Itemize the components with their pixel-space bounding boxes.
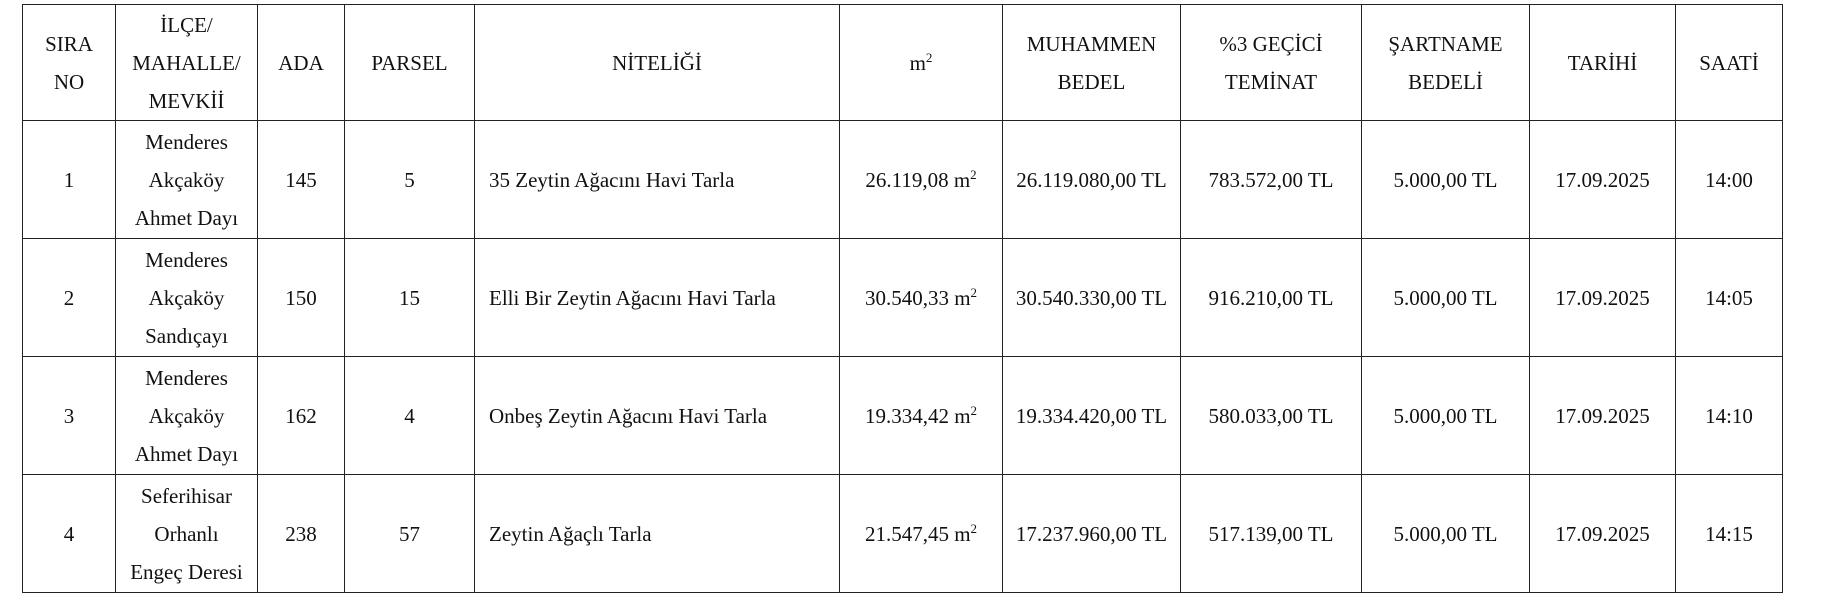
cell-sira: 3 (23, 357, 116, 475)
cell-location: Menderes Akçaköy Ahmet Dayı (116, 357, 258, 475)
header-parsel: PARSEL (345, 5, 475, 121)
cell-parsel: 4 (345, 357, 475, 475)
cell-area: 21.547,45 $m^2$ (840, 475, 1003, 593)
cell-saat: 14:05 (1676, 239, 1783, 357)
cell-saat: 14:15 (1676, 475, 1783, 593)
cell-tarih: 17.09.2025 (1530, 239, 1676, 357)
cell-muhammen: 30.540.330,00 TL (1003, 239, 1181, 357)
cell-location: Menderes Akçaköy Ahmet Dayı (116, 121, 258, 239)
cell-tarih: 17.09.2025 (1530, 121, 1676, 239)
cell-parsel: 5 (345, 121, 475, 239)
cell-parsel: 15 (345, 239, 475, 357)
cell-tarih: 17.09.2025 (1530, 357, 1676, 475)
header-niteligi: NİTELİĞİ (475, 5, 840, 121)
header-ada: ADA (258, 5, 345, 121)
cell-saat: 14:10 (1676, 357, 1783, 475)
header-sira-no: SIRA NO (23, 5, 116, 121)
cell-muhammen: 19.334.420,00 TL (1003, 357, 1181, 475)
cell-nitelik: Zeytin Ağaçlı Tarla (475, 475, 840, 593)
cell-ada: 150 (258, 239, 345, 357)
cell-area: 19.334,42 $m^2$ (840, 357, 1003, 475)
cell-location: Menderes Akçaköy Sandıçayı (116, 239, 258, 357)
cell-teminat: 916.210,00 TL (1181, 239, 1362, 357)
header-row (23, 5, 1783, 121)
cell-sartname: 5.000,00 TL (1362, 121, 1530, 239)
cell-sira: 1 (23, 121, 116, 239)
cell-sira: 2 (23, 239, 116, 357)
tender-table (22, 4, 1783, 593)
cell-location: Seferihisar Orhanlı Engeç Deresi (116, 475, 258, 593)
cell-teminat: 783.572,00 TL (1181, 121, 1362, 239)
cell-sartname: 5.000,00 TL (1362, 475, 1530, 593)
cell-parsel: 57 (345, 475, 475, 593)
header-tarihi: TARİHİ (1530, 5, 1676, 121)
table-row (23, 121, 1783, 239)
cell-area: 26.119,08 $m^2$ (840, 121, 1003, 239)
table-row (23, 357, 1783, 475)
cell-saat: 14:00 (1676, 121, 1783, 239)
cell-sartname: 5.000,00 TL (1362, 239, 1530, 357)
cell-muhammen: 26.119.080,00 TL (1003, 121, 1181, 239)
header-m2: $m^2$ (840, 5, 1003, 121)
header-ilce-mahalle-mevkii: İLÇE/ MAHALLE/ MEVKİİ (116, 5, 258, 121)
cell-nitelik: 35 Zeytin Ağacını Havi Tarla (475, 121, 840, 239)
cell-muhammen: 17.237.960,00 TL (1003, 475, 1181, 593)
table-row (23, 239, 1783, 357)
header-saati: SAATİ (1676, 5, 1783, 121)
table-row (23, 475, 1783, 593)
cell-sartname: 5.000,00 TL (1362, 357, 1530, 475)
header-gecici-teminat: %3 GEÇİCİ TEMİNAT (1181, 5, 1362, 121)
header-muhammen-bedel: MUHAMMEN BEDEL (1003, 5, 1181, 121)
cell-nitelik: Elli Bir Zeytin Ağacını Havi Tarla (475, 239, 840, 357)
cell-tarih: 17.09.2025 (1530, 475, 1676, 593)
cell-ada: 145 (258, 121, 345, 239)
cell-area: 30.540,33 $m^2$ (840, 239, 1003, 357)
header-sartname-bedeli: ŞARTNAME BEDELİ (1362, 5, 1530, 121)
cell-ada: 162 (258, 357, 345, 475)
cell-teminat: 580.033,00 TL (1181, 357, 1362, 475)
cell-ada: 238 (258, 475, 345, 593)
cell-sira: 4 (23, 475, 116, 593)
cell-nitelik: Onbeş Zeytin Ağacını Havi Tarla (475, 357, 840, 475)
cell-teminat: 517.139,00 TL (1181, 475, 1362, 593)
tender-table-container (22, 4, 1783, 593)
